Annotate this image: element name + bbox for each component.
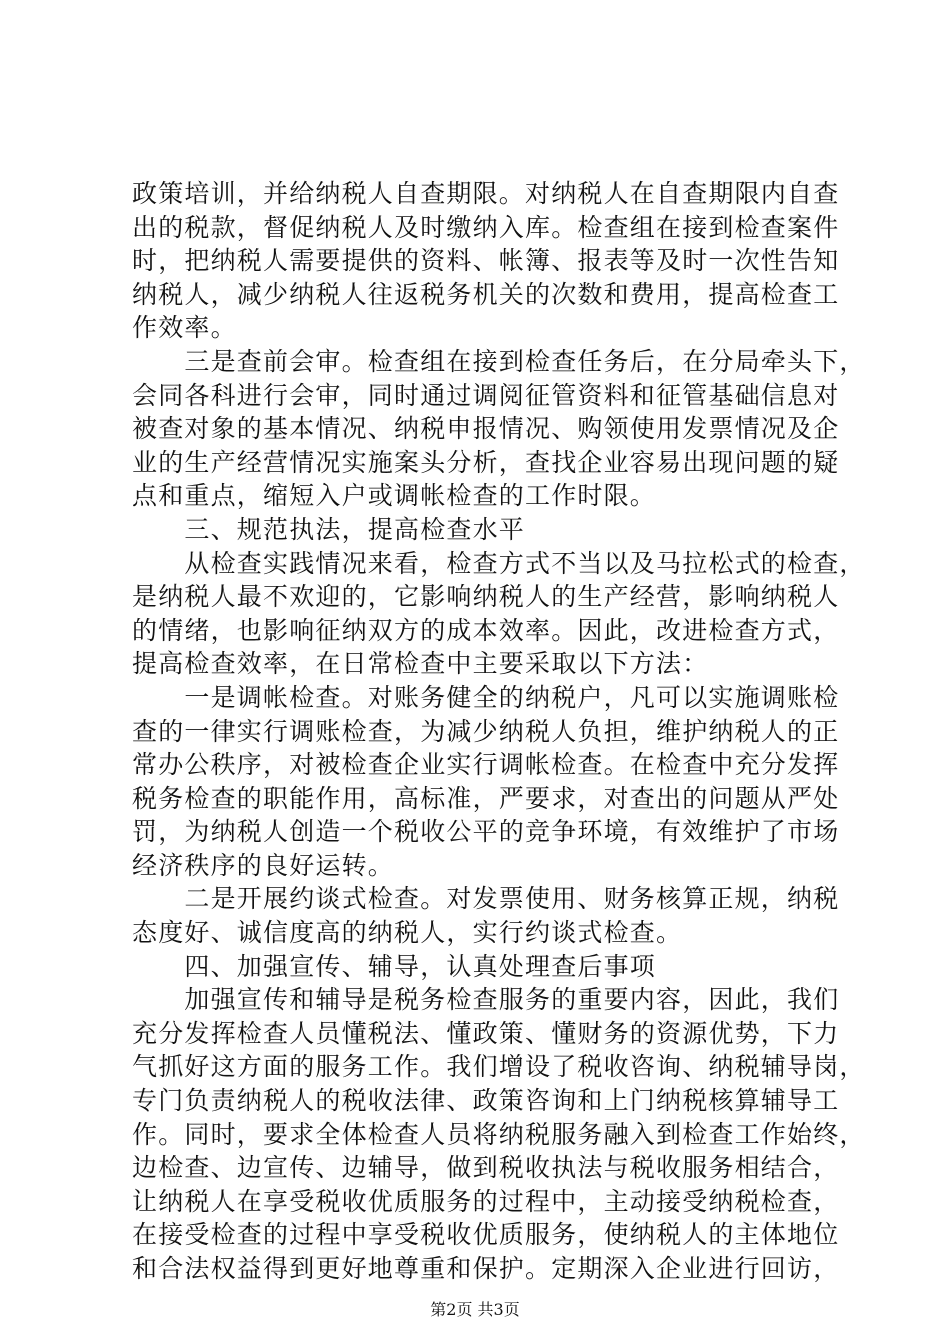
text-line: 一是调帐检查。对账务健全的纳税户，凡可以实施调账检 [132,682,840,712]
text-line: 在接受检查的过程中享受税收优质服务，使纳税人的主体地位 [132,1220,840,1250]
text-line: 三、规范执法，提高检查水平 [132,514,526,544]
text-line: 加强宣传和辅导是税务检查服务的重要内容，因此，我们 [132,985,840,1015]
page-footer: 第2页 共3页 [430,1300,520,1319]
text-line: 态度好、诚信度高的纳税人，实行约谈式检查。 [132,918,683,948]
text-line: 出的税款，督促纳税人及时缴纳入库。检查组在接到检查案件 [132,212,840,242]
text-line: 和合法权益得到更好地尊重和保护。定期深入企业进行回访， [132,1254,840,1283]
text-line: 充分发挥检查人员懂税法、懂政策、懂财务的资源优势，下力 [132,1018,840,1048]
text-line: 让纳税人在享受税收优质服务的过程中，主动接受纳税检查， [132,1186,840,1216]
text-line: 是纳税人最不欢迎的，它影响纳税人的生产经营，影响纳税人 [132,582,840,612]
text-line: 气抓好这方面的服务工作。我们增设了税收咨询、纳税辅导岗， [132,1052,866,1082]
text-line: 作。同时，要求全体检查人员将纳税服务融入到检查工作始终， [132,1119,866,1149]
text-line: 从检查实践情况来看，检查方式不当以及马拉松式的检查， [132,548,866,578]
text-line: 四、加强宣传、辅导，认真处理查后事项 [132,951,657,981]
text-line: 二是开展约谈式检查。对发票使用、财务核算正规，纳税 [132,884,840,914]
text-line: 三是查前会审。检查组在接到检查任务后，在分局牵头下， [132,346,866,376]
text-line: 点和重点，缩短入户或调帐检查的工作时限。 [132,481,657,511]
text-line: 会同各科进行会审，同时通过调阅征管资料和征管基础信息对 [132,380,840,410]
text-line: 专门负责纳税人的税收法律、政策咨询和上门纳税核算辅导工 [132,1086,840,1116]
text-line: 税务检查的职能作用，高标准，严要求，对查出的问题从严处 [132,783,840,813]
text-line: 政策培训，并给纳税人自查期限。对纳税人在自查期限内自查 [132,179,840,208]
text-line: 提高检查效率，在日常检查中主要采取以下方法： [132,649,709,679]
text-line: 经济秩序的良好运转。 [132,850,395,880]
text-line: 作效率。 [132,313,237,343]
text-line: 查的一律实行调账检查，为减少纳税人负担，维护纳税人的正 [132,716,840,746]
text-line: 边检查、边宣传、边辅导，做到税收执法与税收服务相结合， [132,1153,840,1183]
text-line: 纳税人，减少纳税人往返税务机关的次数和费用，提高检查工 [132,279,840,309]
text-line: 的情绪，也影响征纳双方的成本效率。因此，改进检查方式， [132,615,840,645]
text-line: 罚，为纳税人创造一个税收公平的竞争环境，有效维护了市场 [132,817,840,847]
body-text [132,177,866,1286]
text-line: 常办公秩序，对被检查企业实行调帐检查。在检查中充分发挥 [132,750,840,780]
text-line: 被查对象的基本情况、纳税申报情况、购领使用发票情况及企 [132,414,840,444]
text-line: 业的生产经营情况实施案头分析，查找企业容易出现问题的疑 [132,447,840,477]
text-line: 时，把纳税人需要提供的资料、帐簿、报表等及时一次性告知 [132,246,840,276]
